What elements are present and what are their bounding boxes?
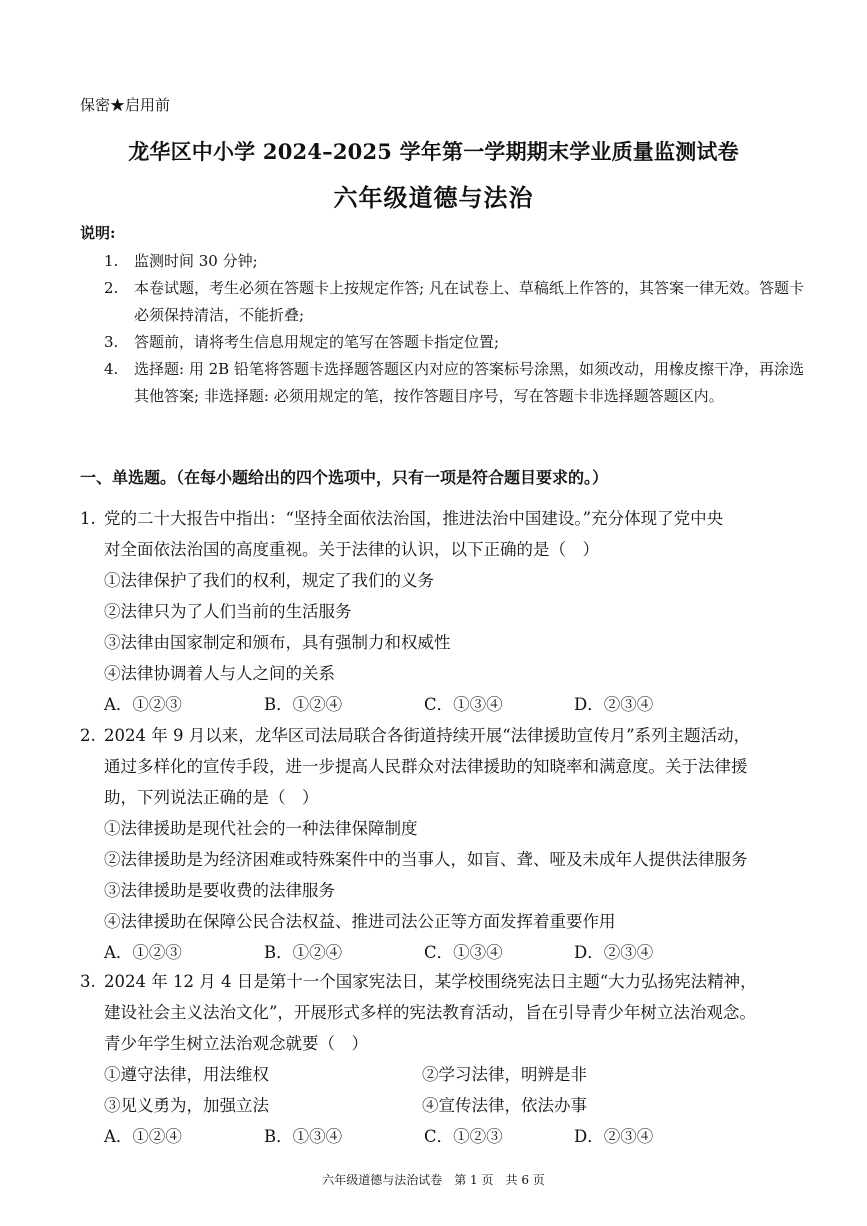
notes-heading: 说明: [80,224,116,242]
note-number: 3. [104,333,119,351]
question-stem-line: 通过多样化的宣传手段，进一步提高人民群众对法律援助的知晓率和满意度。关于法律援 [104,757,748,776]
option-d[interactable]: D．②③④ [574,943,654,962]
exam-subtitle: 六年级道德与法治 [333,183,534,212]
question-number: 3. [80,972,96,991]
answer-options [80,1121,800,1152]
note-item [104,248,804,275]
question-number: 2. [80,726,96,745]
note-item [104,329,804,356]
statement-row [80,1059,800,1090]
question-stem-line: 2024 年 9 月以来，龙华区司法局联合各街道持续开展“法律援助宣传月”系列主题活动， [104,726,751,745]
question-stem-line: 2024 年 12 月 4 日是第十一个国家宪法日，某学校围绕宪法日主题“大力弘扬宪法精神， [104,972,757,991]
option-d[interactable]: D．②③④ [574,1127,654,1146]
statement-item: ③法律援助是要收费的法律服务 [104,881,335,900]
question-stem-line: 建设社会主义法治文化”，开展形式多样的宪法教育活动，旨在引导青少年树立法治观念。 [104,1003,756,1022]
statement-item: ③法律由国家制定和颁布，具有强制力和权威性 [104,633,451,652]
answer-options [80,689,800,720]
note-number: 4. [104,360,119,378]
note-text: 本卷试题，考生必须在答题卡上按规定作答; 凡在试卷上、草稿纸上作答的，其答案一律无效。答题卡必须保持清洁，不能折叠; [134,279,804,324]
statement-item: ②法律援助是为经济困难或特殊案件中的当事人，如盲、聋、哑及未成年人提供法律服务 [104,850,748,869]
statement-item: ①法律保护了我们的权利，规定了我们的义务 [104,571,434,590]
option-c[interactable]: C．①②③ [424,1127,503,1146]
statement-item: ③见义勇为，加强立法 [104,1096,269,1115]
note-text: 监测时间 30 分钟; [134,252,258,270]
question-stem-line: 党的二十大报告中指出：“坚持全面依法治国，推进法治中国建设。”充分体现了党中央 [104,509,724,528]
question-2 [80,720,800,968]
exam-title: 龙华区中小学 2024–2025 学年第一学期期末学业质量监测试卷 [128,139,739,164]
answer-options [80,937,800,968]
note-text: 答题前，请将考生信息用规定的笔写在答题卡指定位置; [134,333,500,351]
statement-item: ④宣传法律，依法办事 [422,1096,587,1115]
question-number: 1. [80,509,96,528]
option-b[interactable]: B．①③④ [264,1127,343,1146]
note-item [104,275,804,329]
option-d[interactable]: D．②③④ [574,695,654,714]
option-b[interactable]: B．①②④ [264,695,343,714]
question-stem-line: 对全面依法治国的高度重视。关于法律的认识，以下正确的是（ ） [104,540,599,559]
statement-item: ②法律只为了人们当前的生活服务 [104,602,352,621]
notes-list [104,248,804,410]
note-number: 1. [104,252,119,270]
page-footer: 六年级道德与法治试卷 第 1 页 共 6 页 [322,1173,545,1187]
note-item [104,356,804,410]
option-c[interactable]: C．①③④ [424,695,503,714]
option-a[interactable]: A．①②③ [104,943,182,962]
question-1 [80,503,800,720]
statement-item: ①法律援助是现代社会的一种法律保障制度 [104,819,418,838]
confidential-mark: 保密★启用前 [80,96,171,114]
question-stem-line: 助，下列说法正确的是（ ） [104,788,319,807]
option-b[interactable]: B．①②④ [264,943,343,962]
option-a[interactable]: A．①②③ [104,695,182,714]
statement-item: ④法律协调着人与人之间的关系 [104,664,335,683]
section-title: 一、单选题。（在每小题给出的四个选项中，只有一项是符合题目要求的。） [80,468,609,487]
statement-item: ④法律援助在保障公民合法权益、推进司法公正等方面发挥着重要作用 [104,912,616,931]
statement-row [80,1090,800,1121]
question-stem-line: 青少年学生树立法治观念就要（ ） [104,1034,368,1053]
note-number: 2. [104,279,119,297]
note-text: 选择题: 用 2B 铅笔将答题卡选择题答题区内对应的答案标号涂黑，如须改动，用橡皮擦干净，再涂选其他答案; 非选择题: 必须用规定的笔，按作答题目序号，写在答题卡非选择题答题区内。 [134,360,804,405]
statement-item: ①遵守法律，用法维权 [104,1065,269,1084]
statement-item: ②学习法律，明辨是非 [422,1065,587,1084]
option-c[interactable]: C．①③④ [424,943,503,962]
option-a[interactable]: A．①②④ [104,1127,182,1146]
question-3 [80,966,800,1152]
